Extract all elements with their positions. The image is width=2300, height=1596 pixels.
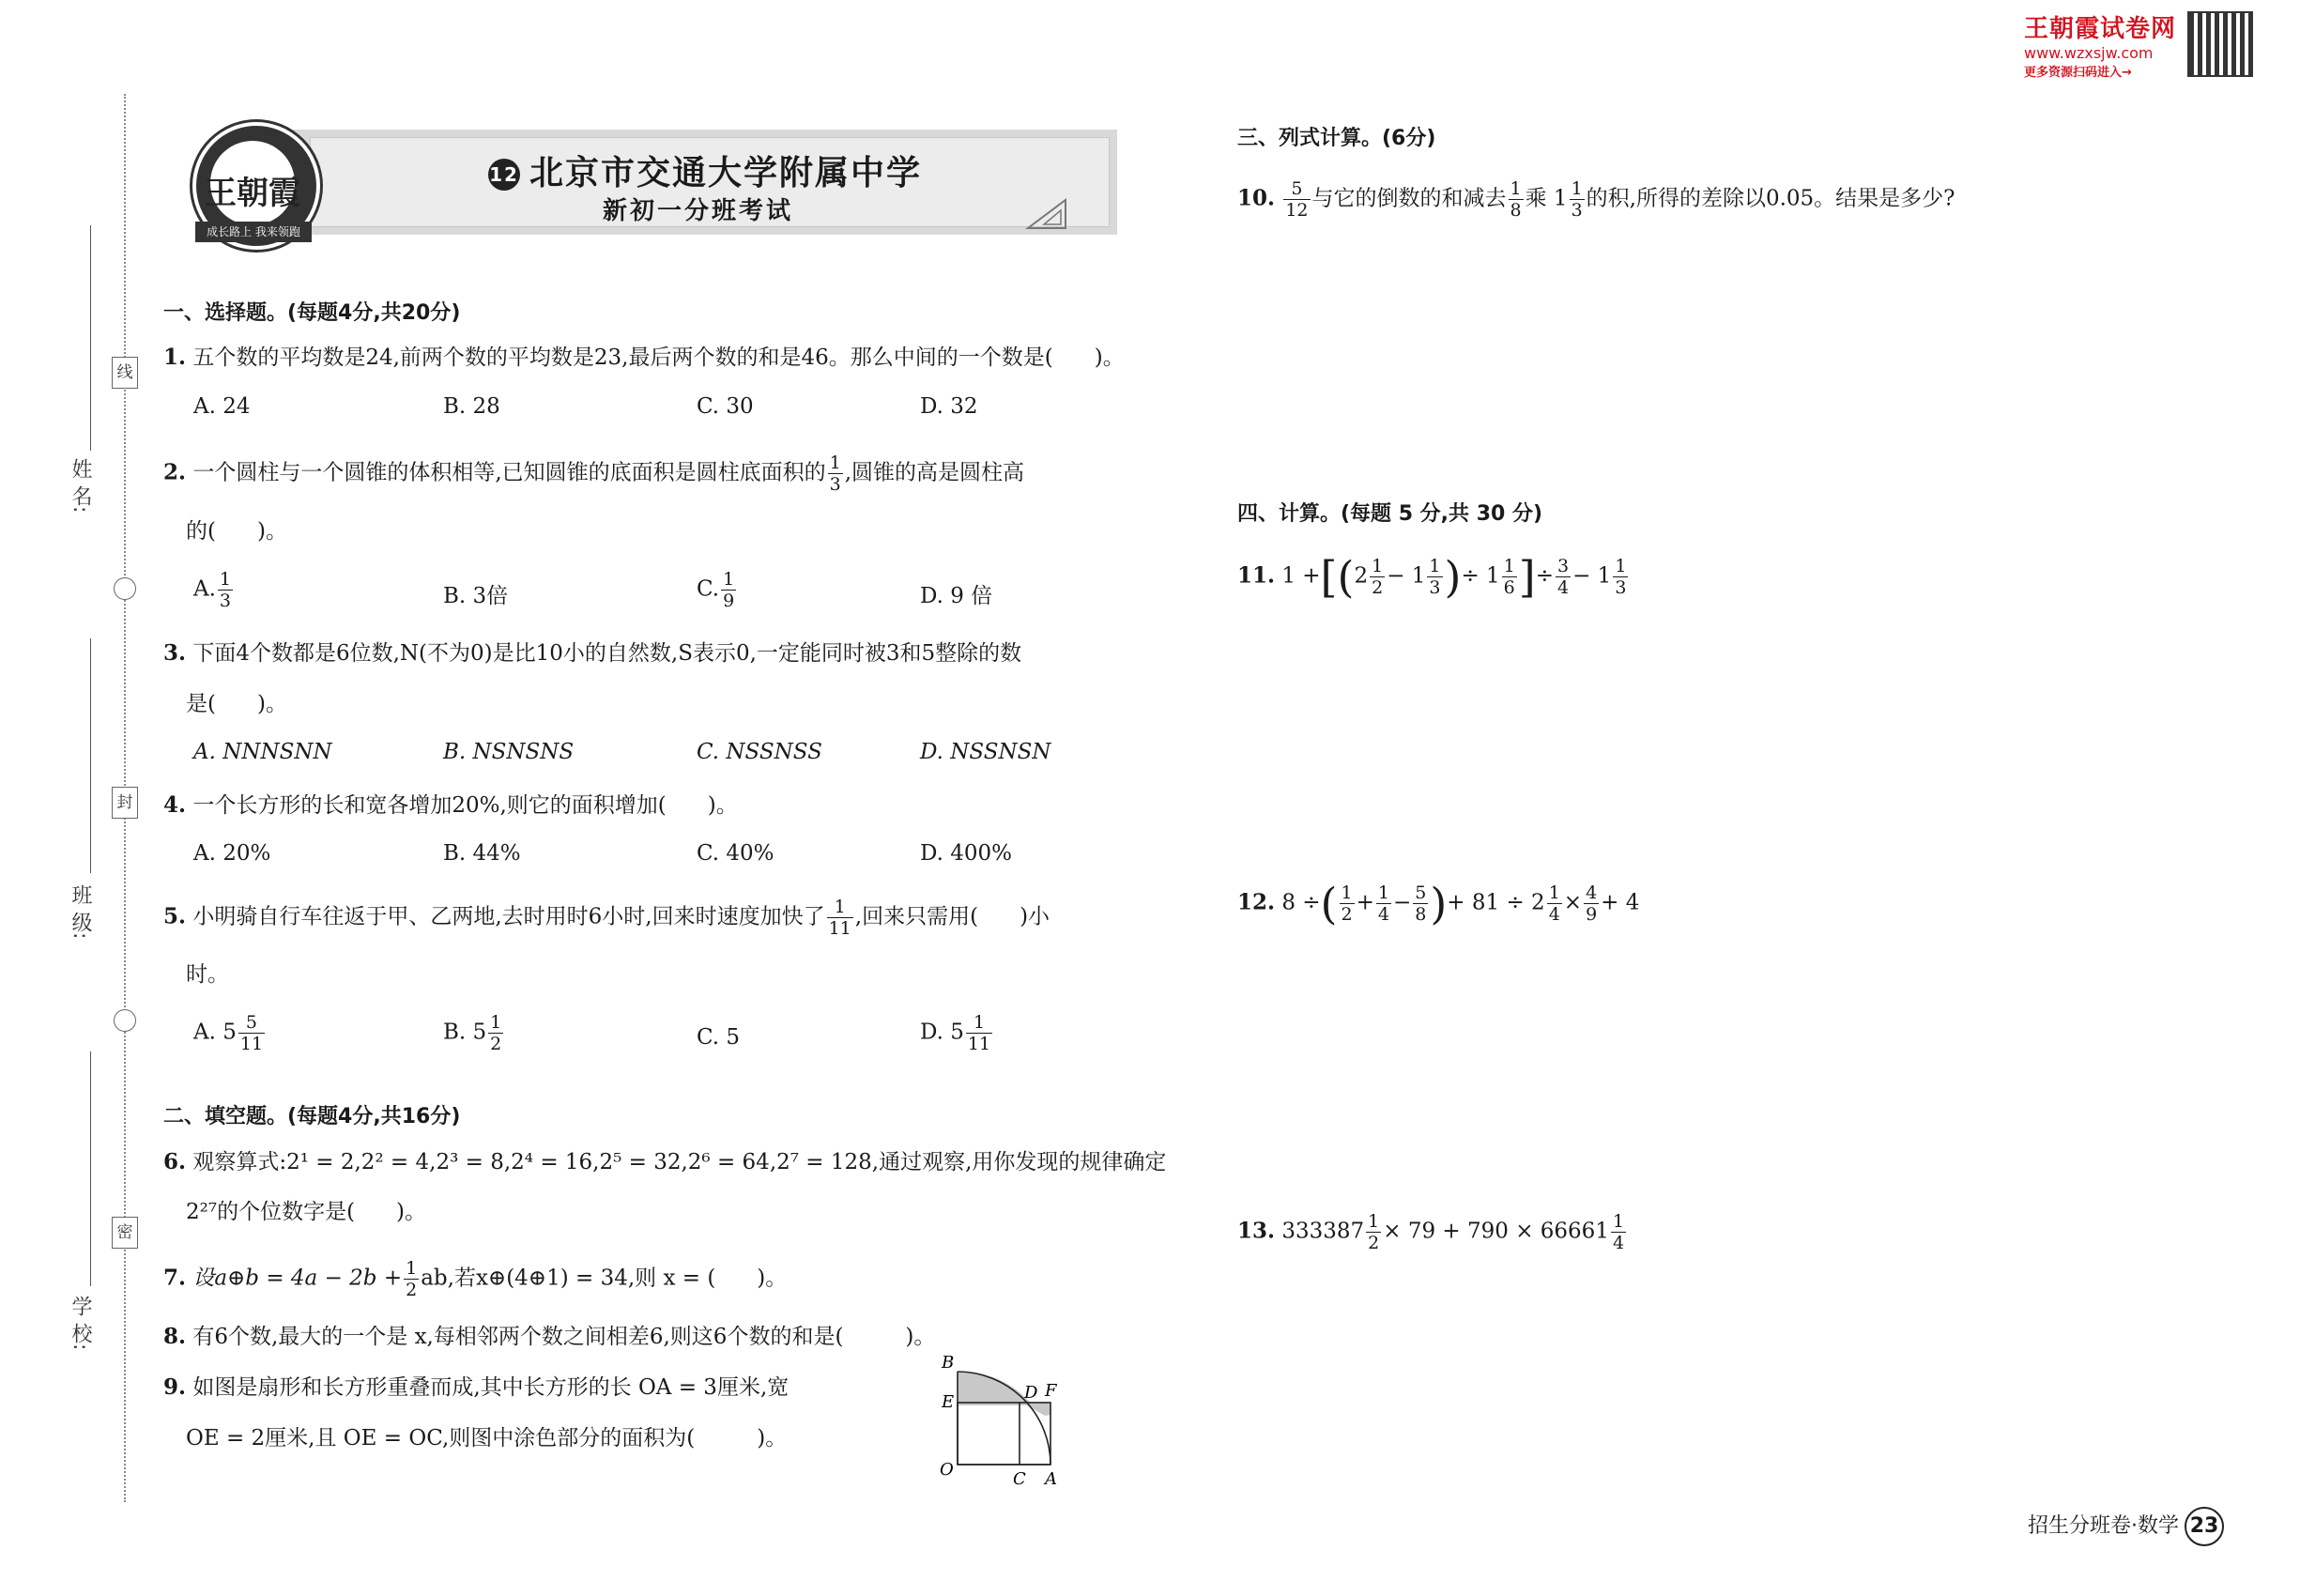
question-number: 12. [1237, 889, 1276, 915]
binding-mark-line: 线 [112, 357, 138, 389]
logo-ribbon: 成长路上 我来领跑 [195, 222, 312, 242]
section-3-title: 三、列式计算。(6分) [1237, 127, 1436, 150]
figure-label-d: D [1024, 1383, 1038, 1403]
question-number: 1. [163, 345, 187, 370]
option-a[interactable]: A. 20% [193, 841, 271, 866]
question-number: 9. [163, 1374, 187, 1400]
page-number: 23 [2185, 1507, 2224, 1546]
option-b[interactable]: B. NSNSNS [443, 740, 575, 764]
exam-title: 新初一分班考试 [603, 197, 794, 225]
option-b[interactable]: B. 3倍 [443, 584, 509, 608]
footer-text: 招生分班卷·数学 [2028, 1514, 2179, 1538]
school-name: 北京市交通大学附属中学 [529, 154, 923, 192]
question-text-end: )。 [757, 1426, 788, 1450]
logo-text: 王朝霞 [205, 175, 300, 212]
question-text-end: )。 [1094, 345, 1125, 370]
question-2 [163, 453, 1024, 495]
question-text-end: )。 [757, 1266, 788, 1291]
figure-label-o: O [940, 1460, 954, 1480]
option-c[interactable]: C. $\frac{1}{9}$ [697, 569, 735, 611]
question-text: ,回来只需用( [854, 904, 979, 929]
question-text-end: )。 [707, 793, 738, 818]
question-number: 2. [163, 459, 187, 485]
question-3-cont [186, 689, 287, 719]
question-number: 3. [163, 640, 187, 666]
class-write-line[interactable] [90, 638, 91, 873]
answer-area-10[interactable] [1237, 225, 2045, 451]
answer-area-11[interactable] [1237, 620, 2045, 864]
option-d[interactable]: D. 32 [920, 394, 978, 419]
question-10: 10. $\frac{5}{12}$ 与它的倒数的和减去 $\frac{1}{8}$ 乘 1 $\frac{1}{3}$ 的积,所得的差除以0.05。结果是多少? [1237, 178, 1955, 221]
brand-url[interactable]: www.wzxsjw.com [2024, 44, 2154, 62]
brand [2024, 9, 2176, 80]
question-text-end: )。 [256, 692, 287, 716]
question-text: OE = 2厘米,且 OE = OC,则图中涂色部分的面积为( [186, 1426, 696, 1450]
question-number: 11. [1237, 562, 1276, 589]
figure-label-b: B [942, 1353, 955, 1373]
fraction: $\frac{1}{11}$ [828, 897, 851, 939]
fraction: $\frac{1}{3}$ [829, 453, 841, 495]
question-2-cont [186, 516, 287, 546]
option-c[interactable]: C. NSSNSS [697, 740, 822, 764]
question-5-cont: 时。 [186, 962, 229, 987]
section-2-title: 二、填空题。(每题4分,共16分) [163, 1105, 461, 1128]
question-13: 13. 333387 $\frac{1}{2}$ × 79 + 790 × 66661 $\frac{1}{4}$ [1237, 1211, 1625, 1253]
section-4-title: 四、计算。(每题 5 分,共 30 分) [1237, 502, 1543, 526]
question-9 [163, 1373, 789, 1403]
question-text-end: )。 [396, 1200, 427, 1224]
figure-label-e: E [942, 1392, 955, 1412]
option-a[interactable]: A. 5 $\frac{5}{11}$ [193, 1012, 264, 1054]
question-9-cont [186, 1423, 787, 1453]
figure-label-a: A [1045, 1469, 1057, 1488]
binding-mark-seal: 封 [112, 787, 138, 819]
question-7 [163, 1258, 787, 1300]
option-d[interactable]: D. NSSNSN [920, 740, 1051, 764]
question-text: 与它的倒数的和减去 [1311, 186, 1507, 211]
question-text: ,圆锥的高是圆柱高 [844, 460, 1025, 485]
option-a[interactable]: A. $\frac{1}{3}$ [193, 569, 232, 611]
question-text: 五个数的平均数是24,前两个数的平均数是23,最后两个数的和是46。那么中间的一个数是( [192, 345, 1053, 370]
question-6-cont [186, 1197, 426, 1227]
school-label: 学 校: [69, 1296, 92, 1351]
question-text: 的积,所得的差除以0.05。结果是多少? [1586, 186, 1955, 211]
binding-hole-icon [114, 1009, 136, 1032]
sector-rectangle-figure [934, 1347, 1075, 1488]
question-12: 12. 8 ÷( $\frac{1}{2}$ + $\frac{1}{4}$ − $\frac{5}{8}$ )+ 81 ÷ 2 $\frac{1}{4}$ × $\frac{4}{9}$ + 4 [1237, 878, 1640, 929]
answer-area-13[interactable] [1237, 1267, 2045, 1483]
binding-mark-dense: 密 [112, 1217, 138, 1249]
option-b[interactable]: B. 44% [443, 841, 521, 866]
option-c[interactable]: C. 40% [697, 841, 774, 866]
answer-area-12[interactable] [1237, 948, 2045, 1192]
school-write-line[interactable] [90, 1051, 91, 1286]
name-label: 姓 名: [69, 458, 92, 514]
question-text: 一个长方形的长和宽各增加20%,则它的面积增加( [192, 793, 667, 818]
question-text: 2²⁷的个位数字是( [186, 1200, 356, 1224]
question-text: 是( [186, 692, 216, 716]
question-3 [163, 638, 1021, 668]
question-11: 11. 1 +[(2 $\frac{1}{2}$ − 1 $\frac{1}{3}$ )÷ 1 $\frac{1}{6}$ ]÷ $\frac{3}{4}$ − 1 $\frac{1}{3}$ [1237, 551, 1627, 603]
question-number: 6. [163, 1149, 187, 1174]
option-d[interactable]: D. 9 倍 [920, 584, 993, 608]
question-8 [163, 1322, 935, 1352]
question-text: 下面4个数都是6位数,N(不为0)是比10小的自然数,S表示0,一定能同时被3和5整除的数 [192, 641, 1022, 666]
class-label: 班 级: [69, 884, 92, 940]
option-a[interactable]: A. 24 [193, 394, 251, 419]
question-number: 8. [163, 1324, 187, 1349]
brand-slogan: 更多资源扫码进入→ [2024, 66, 2132, 80]
option-c[interactable]: C. 30 [697, 394, 754, 419]
question-number: 4. [163, 792, 187, 818]
question-text: 乘 1 [1525, 186, 1568, 211]
question-text: 的( [186, 519, 216, 544]
question-1 [163, 343, 1125, 373]
fraction: $\frac{1}{2}$ [406, 1258, 418, 1300]
option-a[interactable]: A. NNNSNN [193, 740, 332, 764]
question-text: ab,若x⊕(4⊕1) = 34,则 x = ( [421, 1266, 716, 1291]
question-number: 13. [1237, 1218, 1276, 1244]
section-1-title: 一、选择题。(每题4分,共20分) [163, 301, 461, 325]
figure-label-f: F [1045, 1381, 1057, 1401]
question-text: 有6个数,最大的一个是 x,每相邻两个数之间相差6,则这6个数的和是( [192, 1325, 844, 1349]
question-5 [163, 897, 1050, 939]
question-text: 一个圆柱与一个圆锥的体积相等,已知圆锥的底面积是圆柱底面积的 [192, 460, 826, 485]
paper-number-badge: 12 [488, 159, 520, 191]
option-c[interactable]: C. 5 [697, 1025, 741, 1050]
question-text-end: )。 [256, 519, 287, 544]
question-number: 10. [1237, 185, 1276, 211]
question-number: 5. [163, 903, 187, 929]
option-d[interactable]: D. 5 $\frac{1}{11}$ [920, 1012, 991, 1054]
option-b[interactable]: B. 28 [443, 394, 500, 419]
footer [2028, 1507, 2224, 1546]
name-write-line[interactable] [90, 225, 91, 451]
figure-label-c: C [1013, 1469, 1026, 1488]
question-text: 如图是扇形和长方形重叠而成,其中长方形的长 OA = 3厘米,宽 [192, 1375, 790, 1400]
question-4 [163, 790, 738, 821]
option-b[interactable]: B. 5 $\frac{1}{2}$ [443, 1012, 502, 1054]
qr-code-icon[interactable] [2187, 11, 2253, 77]
binding-hole-icon [114, 577, 136, 600]
brand-name: 王朝霞试卷网 [2024, 15, 2177, 43]
question-text: 观察算式:2¹ = 2,2² = 4,2³ = 8,2⁴ = 16,2⁵ = 32,2⁶ = 64,2⁷ = 128,通过观察,用你发现的规律确定 [192, 1150, 1167, 1174]
question-text: 小明骑自行车往返于甲、乙两地,去时用时6小时,回来时速度加快了 [192, 904, 825, 929]
school-title [488, 146, 922, 194]
question-text-end: )。 [905, 1325, 936, 1349]
option-d[interactable]: D. 400% [920, 841, 1012, 866]
question-6 [163, 1147, 1166, 1177]
question-text: 设a⊕b = 4a − 2b + [192, 1266, 403, 1291]
question-text: )小 [1020, 904, 1050, 929]
triangle-ruler-icon [1023, 195, 1070, 233]
question-number: 7. [163, 1265, 187, 1291]
